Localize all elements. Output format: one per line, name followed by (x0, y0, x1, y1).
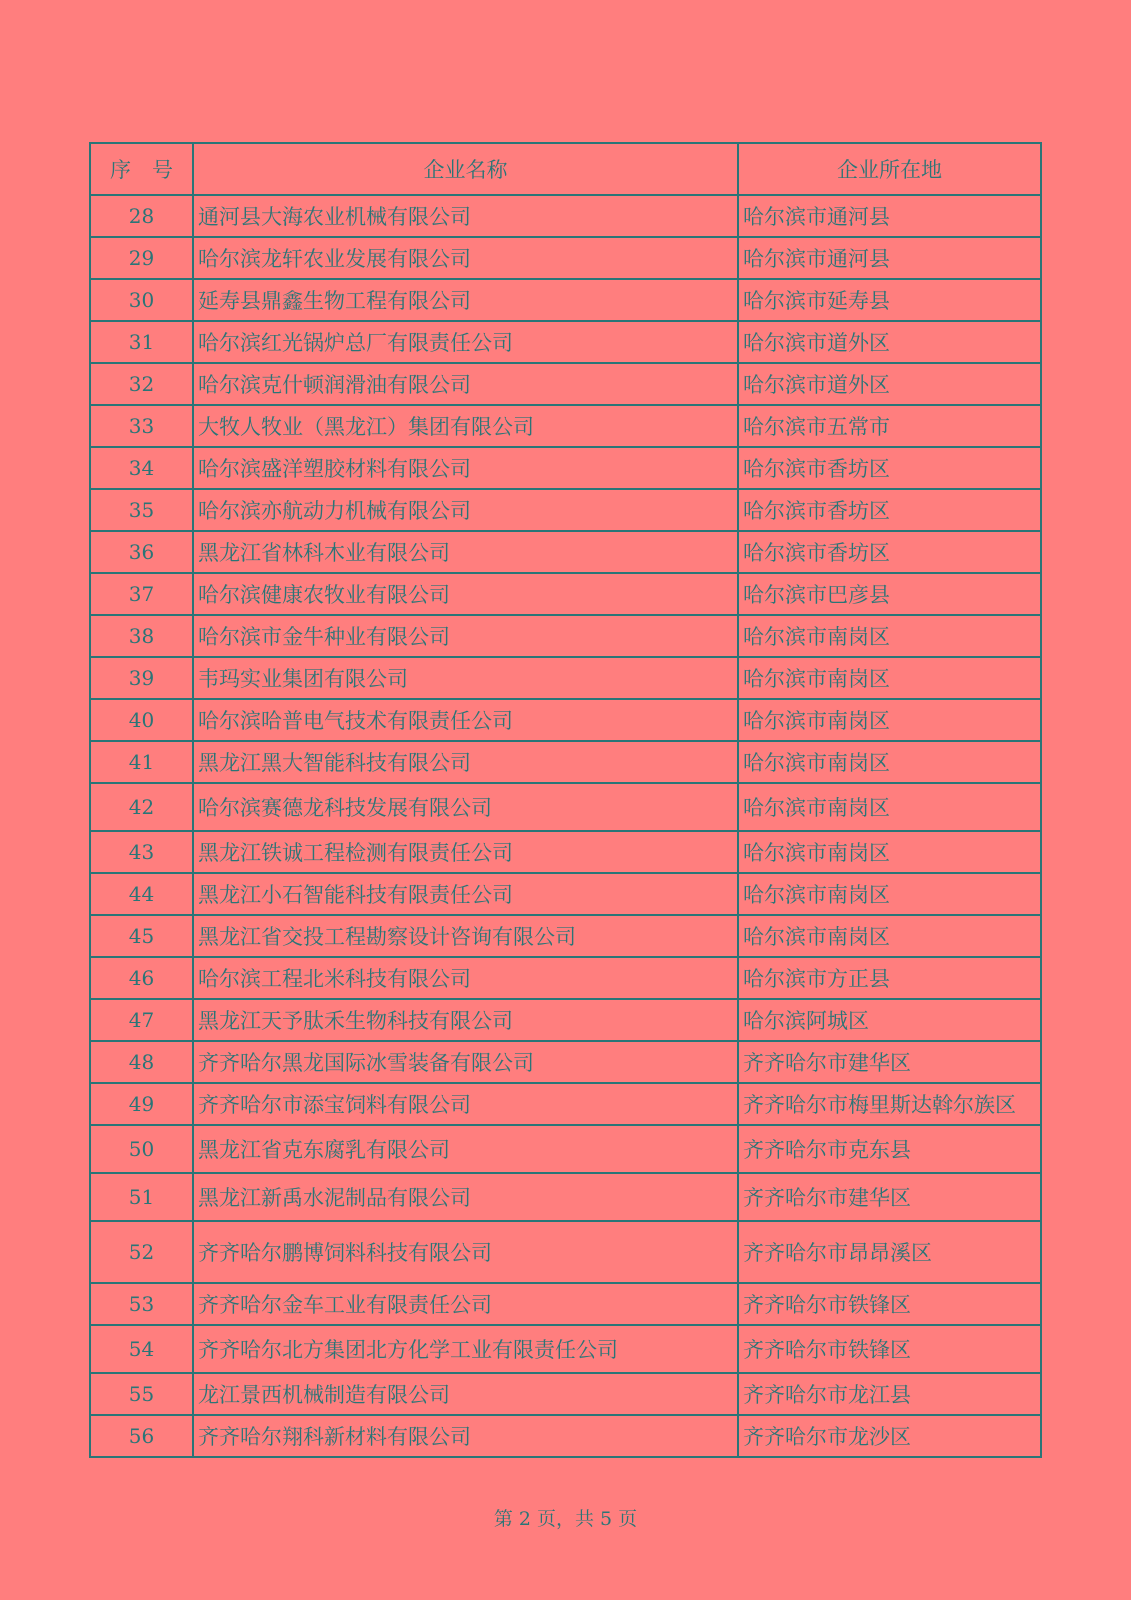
row-no: 33 (90, 405, 193, 447)
row-location: 哈尔滨市南岗区 (738, 783, 1041, 831)
table-row (90, 1415, 1041, 1457)
row-location: 哈尔滨市南岗区 (738, 657, 1041, 699)
row-location: 哈尔滨市香坊区 (738, 531, 1041, 573)
row-no: 47 (90, 999, 193, 1041)
row-enterprise-name: 哈尔滨亦航动力机械有限公司 (193, 489, 738, 531)
row-enterprise-name: 哈尔滨龙轩农业发展有限公司 (193, 237, 738, 279)
row-no: 36 (90, 531, 193, 573)
table-row (90, 1325, 1041, 1373)
row-enterprise-name: 黑龙江省交投工程勘察设计咨询有限公司 (193, 915, 738, 957)
row-no: 56 (90, 1415, 193, 1457)
row-no: 37 (90, 573, 193, 615)
row-enterprise-name: 哈尔滨哈普电气技术有限责任公司 (193, 699, 738, 741)
row-location: 齐齐哈尔市建华区 (738, 1041, 1041, 1083)
row-enterprise-name: 齐齐哈尔市添宝饲料有限公司 (193, 1083, 738, 1125)
row-no: 41 (90, 741, 193, 783)
row-no: 51 (90, 1173, 193, 1221)
row-enterprise-name: 黑龙江省克东腐乳有限公司 (193, 1125, 738, 1173)
table-row (90, 279, 1041, 321)
row-enterprise-name: 哈尔滨赛德龙科技发展有限公司 (193, 783, 738, 831)
table-row (90, 1373, 1041, 1415)
row-location: 哈尔滨市方正县 (738, 957, 1041, 999)
table-row (90, 1083, 1041, 1125)
table-row (90, 999, 1041, 1041)
row-enterprise-name: 哈尔滨盛洋塑胶材料有限公司 (193, 447, 738, 489)
table-row (90, 1283, 1041, 1325)
row-enterprise-name: 哈尔滨工程北米科技有限公司 (193, 957, 738, 999)
row-location: 齐齐哈尔市龙沙区 (738, 1415, 1041, 1457)
row-no: 29 (90, 237, 193, 279)
table-row (90, 195, 1041, 237)
table-row (90, 447, 1041, 489)
row-location: 哈尔滨市香坊区 (738, 489, 1041, 531)
row-location: 哈尔滨阿城区 (738, 999, 1041, 1041)
row-enterprise-name: 黑龙江小石智能科技有限责任公司 (193, 873, 738, 915)
row-no: 42 (90, 783, 193, 831)
row-location: 哈尔滨市通河县 (738, 237, 1041, 279)
row-location: 齐齐哈尔市梅里斯达斡尔族区 (738, 1083, 1041, 1125)
row-enterprise-name: 齐齐哈尔鹏博饲料科技有限公司 (193, 1221, 738, 1283)
table-row (90, 1221, 1041, 1283)
row-enterprise-name: 龙江景西机械制造有限公司 (193, 1373, 738, 1415)
row-location: 哈尔滨市南岗区 (738, 873, 1041, 915)
row-no: 39 (90, 657, 193, 699)
enterprise-table (89, 142, 1042, 1458)
row-location: 齐齐哈尔市铁锋区 (738, 1325, 1041, 1373)
row-enterprise-name: 黑龙江省林科木业有限公司 (193, 531, 738, 573)
row-location: 哈尔滨市巴彦县 (738, 573, 1041, 615)
row-no: 43 (90, 831, 193, 873)
row-enterprise-name: 延寿县鼎鑫生物工程有限公司 (193, 279, 738, 321)
row-location: 哈尔滨市南岗区 (738, 831, 1041, 873)
row-enterprise-name: 哈尔滨红光锅炉总厂有限责任公司 (193, 321, 738, 363)
row-location: 哈尔滨市南岗区 (738, 915, 1041, 957)
row-no: 32 (90, 363, 193, 405)
row-no: 52 (90, 1221, 193, 1283)
row-no: 28 (90, 195, 193, 237)
row-no: 35 (90, 489, 193, 531)
page-footer: 第 2 页，共 5 页 (493, 1508, 638, 1530)
row-location: 齐齐哈尔市克东县 (738, 1125, 1041, 1173)
table-row (90, 831, 1041, 873)
row-no: 30 (90, 279, 193, 321)
table-row (90, 657, 1041, 699)
row-enterprise-name: 大牧人牧业（黑龙江）集团有限公司 (193, 405, 738, 447)
table-row (90, 531, 1041, 573)
row-no: 45 (90, 915, 193, 957)
table-header-row (90, 143, 1041, 195)
row-no: 46 (90, 957, 193, 999)
row-location: 哈尔滨市通河县 (738, 195, 1041, 237)
table-row (90, 873, 1041, 915)
row-enterprise-name: 通河县大海农业机械有限公司 (193, 195, 738, 237)
row-enterprise-name: 齐齐哈尔翔科新材料有限公司 (193, 1415, 738, 1457)
row-location: 哈尔滨市南岗区 (738, 741, 1041, 783)
row-location: 哈尔滨市延寿县 (738, 279, 1041, 321)
row-no: 54 (90, 1325, 193, 1373)
row-no: 50 (90, 1125, 193, 1173)
row-location: 哈尔滨市五常市 (738, 405, 1041, 447)
row-location: 哈尔滨市南岗区 (738, 699, 1041, 741)
table-row (90, 321, 1041, 363)
row-location: 哈尔滨市南岗区 (738, 615, 1041, 657)
row-enterprise-name: 哈尔滨市金牛种业有限公司 (193, 615, 738, 657)
row-no: 55 (90, 1373, 193, 1415)
table-row (90, 1125, 1041, 1173)
row-location: 齐齐哈尔市昂昂溪区 (738, 1221, 1041, 1283)
table-row (90, 783, 1041, 831)
row-enterprise-name: 黑龙江新禹水泥制品有限公司 (193, 1173, 738, 1221)
row-location: 齐齐哈尔市铁锋区 (738, 1283, 1041, 1325)
table-row (90, 957, 1041, 999)
table-row (90, 573, 1041, 615)
row-enterprise-name: 黑龙江黑大智能科技有限公司 (193, 741, 738, 783)
row-location: 哈尔滨市道外区 (738, 363, 1041, 405)
table-row (90, 699, 1041, 741)
row-location: 齐齐哈尔市龙江县 (738, 1373, 1041, 1415)
table-row (90, 915, 1041, 957)
table-row (90, 1173, 1041, 1221)
row-no: 53 (90, 1283, 193, 1325)
row-no: 34 (90, 447, 193, 489)
column-header-no: 序 号 (90, 143, 193, 195)
table-row (90, 741, 1041, 783)
table-row (90, 489, 1041, 531)
row-no: 31 (90, 321, 193, 363)
row-enterprise-name: 哈尔滨克什顿润滑油有限公司 (193, 363, 738, 405)
row-enterprise-name: 韦玛实业集团有限公司 (193, 657, 738, 699)
row-enterprise-name: 齐齐哈尔金车工业有限责任公司 (193, 1283, 738, 1325)
table-row (90, 363, 1041, 405)
row-no: 49 (90, 1083, 193, 1125)
row-enterprise-name: 黑龙江天予肽禾生物科技有限公司 (193, 999, 738, 1041)
row-location: 齐齐哈尔市建华区 (738, 1173, 1041, 1221)
row-enterprise-name: 黑龙江铁诚工程检测有限责任公司 (193, 831, 738, 873)
row-no: 44 (90, 873, 193, 915)
row-no: 38 (90, 615, 193, 657)
row-enterprise-name: 齐齐哈尔北方集团北方化学工业有限责任公司 (193, 1325, 738, 1373)
table-row (90, 615, 1041, 657)
row-enterprise-name: 齐齐哈尔黑龙国际冰雪装备有限公司 (193, 1041, 738, 1083)
table-row (90, 237, 1041, 279)
row-enterprise-name: 哈尔滨健康农牧业有限公司 (193, 573, 738, 615)
table-row (90, 405, 1041, 447)
row-location: 哈尔滨市道外区 (738, 321, 1041, 363)
table-row (90, 1041, 1041, 1083)
column-header-name: 企业名称 (193, 143, 738, 195)
table-body (90, 195, 1041, 1457)
row-no: 48 (90, 1041, 193, 1083)
row-location: 哈尔滨市香坊区 (738, 447, 1041, 489)
column-header-location: 企业所在地 (738, 143, 1041, 195)
row-no: 40 (90, 699, 193, 741)
